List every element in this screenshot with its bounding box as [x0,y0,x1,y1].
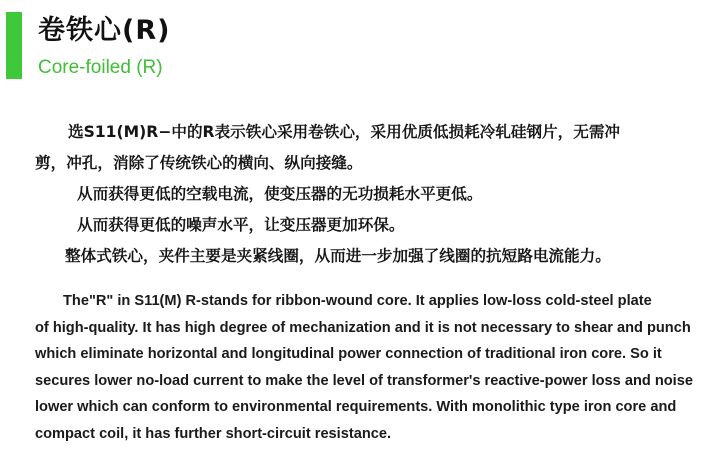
section-title-chinese: 卷铁心(R) [38,15,171,46]
section-title-english: Core-foiled (R) [38,57,163,78]
english-line-5: lower which can conform to environmental requirements. With monolithic type iron core and [35,399,677,416]
english-description [35,288,719,448]
english-line-4: secures lower no-load current to make the level of transformer's reactive-power loss and noise [35,372,693,389]
chinese-paragraph-4: 整体式铁心，夹件主要是夹紧线圈，从而进一步加强了线圈的抗短路电流能力。 [65,247,611,265]
english-line-1: The"R" in S11(M) R-stands for ribbon-wound core. It applies low-loss cold-steel plate [63,293,652,309]
section-accent-bar [6,12,22,79]
chinese-description [35,117,715,272]
english-line-2: of high-quality. It has high degree of mechanization and it is not necessary to shear and punch [35,319,691,336]
chinese-paragraph-3: 从而获得更低的噪声水平，让变压器更加环保。 [77,216,405,234]
chinese-paragraph-1-line-1: 选S11(M)R−中的R表示铁心采用卷铁心，采用优质低损耗冷轧硅钢片，无需冲 [68,123,621,141]
chinese-paragraph-1-line-2: 剪，冲孔，消除了传统铁心的横向、纵向接缝。 [35,154,363,172]
english-line-6: compact coil, it has further short-circuit resistance. [35,425,392,442]
english-line-3: which eliminate horizontal and longitudinal power connection of traditional iron core. So it [35,346,662,363]
chinese-paragraph-2: 从而获得更低的空载电流，使变压器的无功损耗水平更低。 [77,185,483,203]
